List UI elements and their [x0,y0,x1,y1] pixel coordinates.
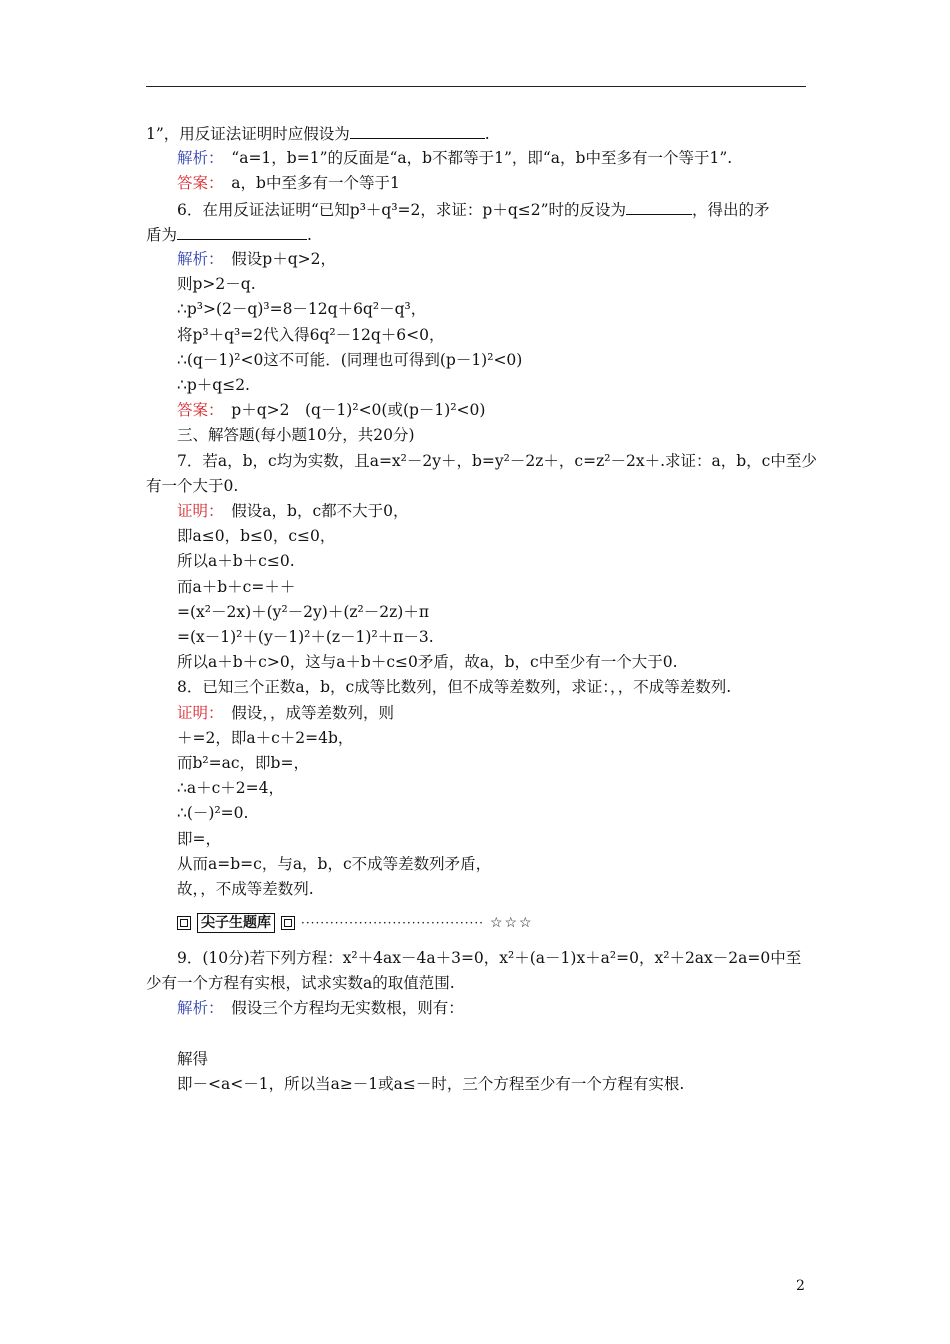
difficulty-stars: ☆☆☆ [489,915,534,931]
line-14: 7．若a，b，c均为实数，且a=x²－2y＋，b=y²－2z＋，c=z²－2x＋.求证：a，b，c中至少 [177,452,817,470]
analysis-label: 解析： [177,250,216,268]
line-22: 所以a＋b＋c>0，这与a＋b＋c≤0矛盾，故a，b，c中至少有一个大于0. [177,653,678,671]
line-2: 解析： “a=1，b=1”的反面是“a，b不都等于1”，即“a，b中至多有一个等于1”. [177,149,733,167]
proof-label: 证明： [177,704,216,722]
line-3: 答案： a，b中至多有一个等于1 [177,174,400,192]
proof-label: 证明： [177,502,216,520]
line-33: 少有一个方程有实根，试求实数a的取值范围. [146,974,455,992]
line-18: 所以a＋b＋c≤0. [177,552,295,570]
line-8: ∴p³>(2－q)³=8－12q＋6q²－q³， [177,300,427,318]
line-21: =(x－1)²＋(y－1)²＋(z－1)²＋π－3. [177,628,434,646]
banner-dots: ······································ [301,916,484,930]
line-4: 6．在用反证法证明“已知p³＋q³=2，求证：p＋q≤2”时的反设为 ，得出的矛 [177,198,770,221]
line-1: 1”，用反证法证明时应假设为 . [146,122,490,145]
line-19: 而a＋b＋c=＋＋ [177,578,296,596]
square-icon [177,916,191,930]
line-25: ＋=2，即a＋c＋2=4b， [177,729,354,747]
line-24: 证明： 假设，，成等差数列，则 [177,704,395,722]
line-29: 即=， [177,830,221,848]
section-banner [177,912,534,934]
answer-blank [177,223,307,240]
answer-label: 答案： [177,174,216,192]
line-27: ∴a＋c＋2=4， [177,779,284,797]
banner-title: 尖子生题库 [197,913,275,933]
line-15: 有一个大于0. [146,477,239,495]
answer-blank [350,122,485,139]
header-rule [146,86,806,87]
answer-blank [626,198,692,215]
section-heading: 三、解答题(每小题10分，共20分) [177,426,415,444]
line-17: 即a≤0，b≤0，c≤0， [177,527,336,545]
line-31: 故，，不成等差数列. [177,880,314,898]
line-5: 盾为 . [146,223,312,246]
line-16: 证明： 假设a，b，c都不大于0， [177,502,409,520]
line-32: 9．(10分)若下列方程：x²＋4ax－4a＋3=0，x²＋(a－1)x＋a²=0，x²＋2ax－2a=0中至 [177,949,802,967]
line-9: 将p³＋q³=2代入得6q²－12q＋6<0， [177,326,445,344]
line-11: ∴p＋q≤2. [177,376,250,394]
line-12: 答案： p＋q>2 (q－1)²<0(或(p－1)²<0) [177,401,486,419]
line-7: 则p>2－q. [177,275,256,293]
line-35: 解得 [177,1050,209,1068]
line-30: 从而a=b=c，与a，b，c不成等差数列矛盾， [177,855,492,873]
line-26: 而b²=ac，即b=， [177,754,309,772]
analysis-label: 解析： [177,999,216,1017]
line-36: 即－<a<－1，所以当a≥－1或a≤－时，三个方程至少有一个方程有实根. [177,1075,685,1093]
line-10: ∴(q－1)²<0这不可能．(同理也可得到(p－1)²<0) [177,351,523,369]
line-20: =(x²－2x)＋(y²－2y)＋(z²－2z)＋π [177,603,430,621]
analysis-label: 解析： [177,149,216,167]
line-6: 解析： 假设p＋q>2， [177,250,336,268]
line-23: 8．已知三个正数a，b，c成等比数列，但不成等差数列，求证：，，不成等差数列. [177,678,732,696]
page-number: 2 [796,1278,805,1294]
line-28: ∴(－)²=0. [177,804,249,822]
answer-label: 答案： [177,401,216,419]
square-icon [281,916,295,930]
line-34: 解析： 假设三个方程均无实数根，则有： [177,999,464,1017]
